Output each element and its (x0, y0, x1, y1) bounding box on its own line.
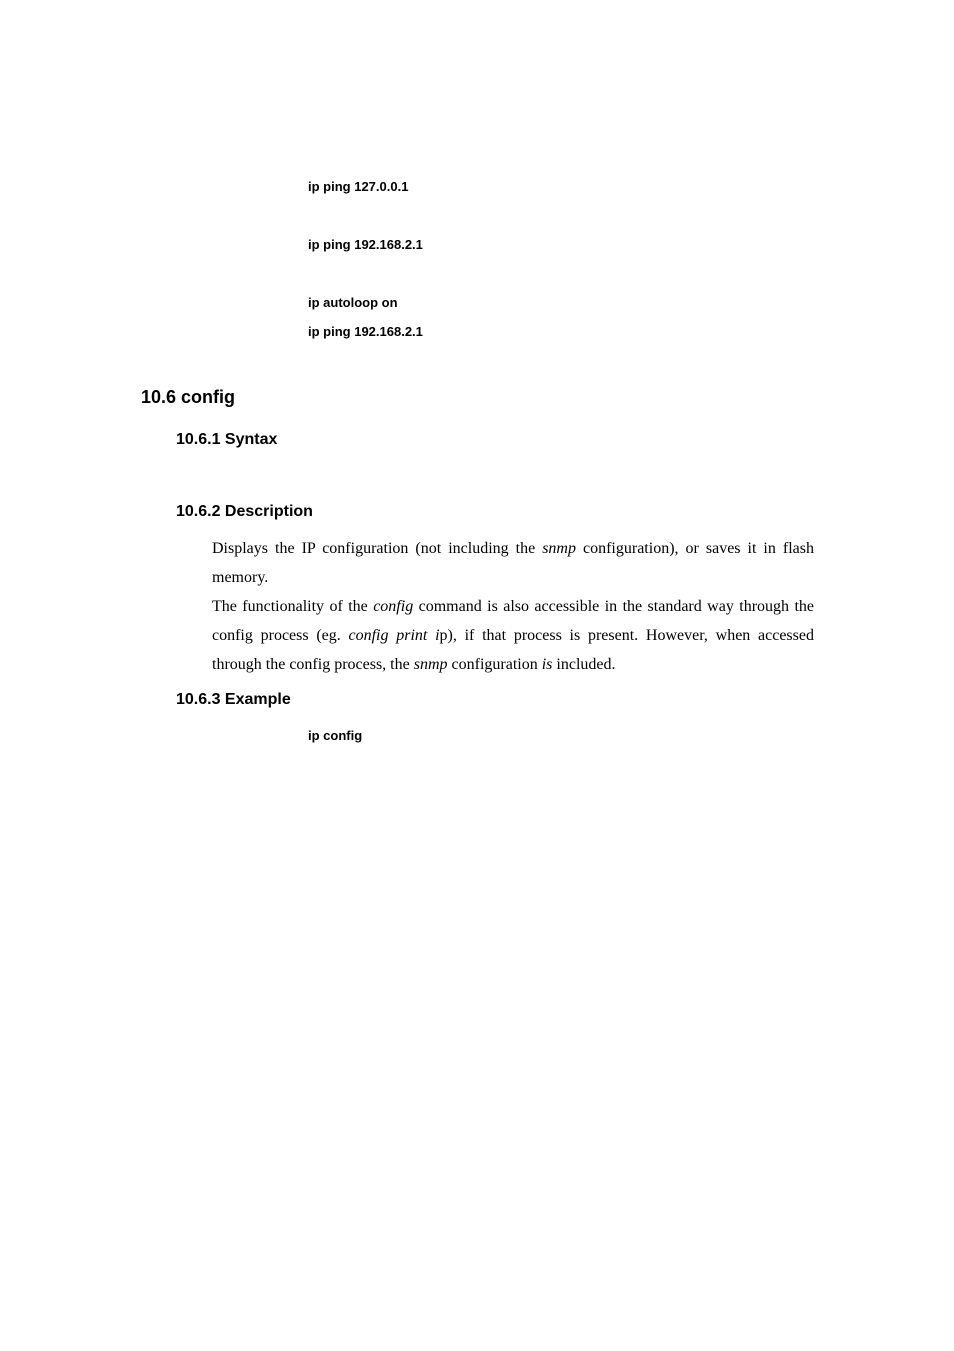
code-line-ip-config: ip config (308, 728, 363, 743)
code-line-ping-localhost: ip ping 127.0.0.1 (308, 179, 409, 194)
code-line-ping-gateway-2: ip ping 192.168.2.1 (308, 324, 423, 339)
section-title: 10.6 config (141, 387, 236, 407)
example-heading: 10.6.3 Example (176, 691, 291, 708)
syntax-heading: 10.6.1 Syntax (176, 431, 278, 448)
description-heading: 10.6.2 Description (176, 503, 313, 520)
description-paragraph-2: The functionality of the config command is also accessible in the standard way through the config process (eg. config print ip), if that process is present. However, when accessed through the config process, the snmp configuration is included. (212, 598, 814, 673)
description-body (212, 534, 814, 679)
description-paragraph-1: Displays the IP configuration (not including the snmp configuration), or saves it in flash memory. (212, 540, 814, 586)
code-line-autoloop-on: ip autoloop on (308, 295, 398, 310)
code-line-ping-gateway: ip ping 192.168.2.1 (308, 237, 423, 252)
